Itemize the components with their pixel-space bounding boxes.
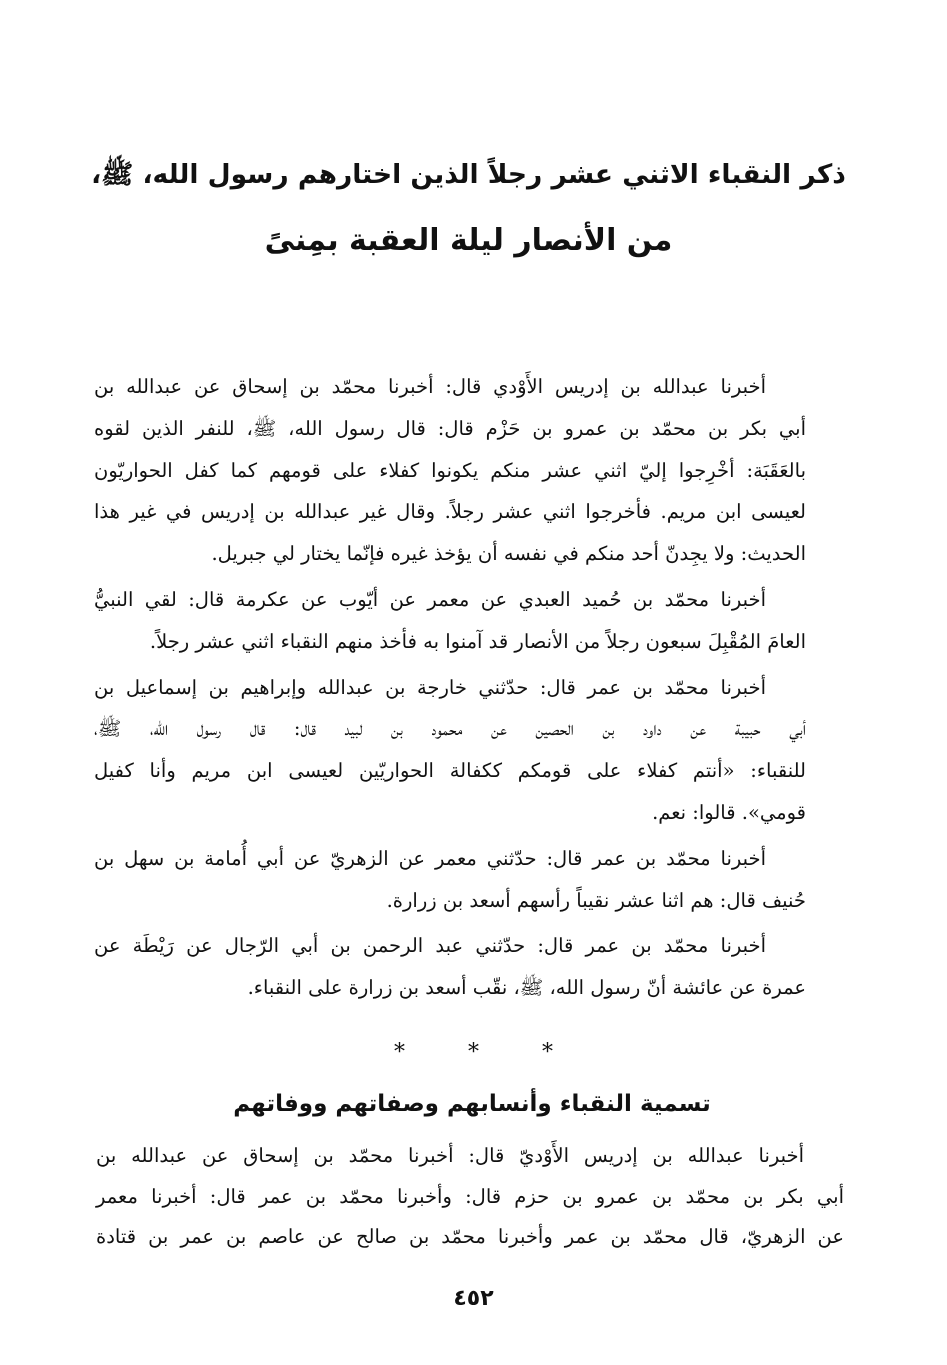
- text-line: أبي حبيبة عن داود بن الحصين عن محمود بن لبيد قال: قال رسول الله، ﷺ،: [94, 717, 806, 741]
- section-heading: تسمية النقباء وأنسابهم وصفاتهم ووفاتهم: [233, 1091, 711, 1117]
- text-line: عمرة عن عائشة أنّ رسول الله، ﷺ، نقّب أسعد بن زرارة على النقباء.: [247, 976, 806, 1000]
- text-line: بالعَقَبَة: أخْرِجوا إليّ اثني عشر منكم يكونوا كفلاء على قومهم كما كفل الحواريّون: [94, 458, 806, 482]
- text-line: أخبرنا محمّد بن حُميد العبدي عن معمر عن أيّوب عن عكرمة قال: لقي النبيُّ: [94, 587, 766, 611]
- paragraph-4: [94, 838, 844, 922]
- text-line: الحديث: ولا يجِدنّ أحد منكم في نفسه أن يؤخذ غيره فإنّما يختار لي جبريل.: [211, 542, 806, 566]
- text-line: حُنيف قال: هم اثنا عشر نقيباً رأسهم أسعد بن زرارة.: [386, 888, 806, 912]
- text-line: لعيسى ابن مريم. فأخرجوا اثني عشر رجلاً. وقال غير عبدالله بن إدريس في غير هذا: [94, 500, 806, 524]
- text-line: أبي بكر بن محمّد بن عمرو بن حَزْم قال: قال رسول الله، ﷺ، للنفر الذين لقوه: [94, 416, 806, 440]
- section-separator: [0, 1040, 947, 1065]
- separator-star: *: [468, 1040, 479, 1065]
- text-line: أخبرنا عبدالله بن إدريس الأَوْدي قال: أخبرنا محمّد بن إسحاق عن عبدالله بن: [94, 375, 766, 398]
- page-number: ٤٥٢: [453, 1286, 494, 1311]
- paragraph-5: [94, 925, 844, 1009]
- paragraph-2: [94, 579, 844, 663]
- text-line: أخبرنا محمّد بن عمر قال: حدّثني معمر عن الزهريّ عن أبي أُمامة بن سهل بن: [94, 846, 766, 870]
- text-line: العامَ المُقْبِلَ سبعون رجلاً من الأنصار قد آمنوا به فأخذ منهم النقباء اثني عشر رجلاً.: [149, 629, 806, 653]
- main-text: [94, 366, 844, 1013]
- paragraph-3: [94, 667, 844, 834]
- text-line: أخبرنا محمّد بن عمر قال: حدّثني عبد الرحمن بن أبي الرّجال عن رَيْطَة عن: [94, 934, 766, 958]
- text-line: للنقباء: «أنتم كفلاء على قومكم ككفالة الحواريّين لعيسى ابن مريم وأنا كفيل: [94, 759, 806, 783]
- separator-star: *: [542, 1040, 553, 1065]
- chapter-title: [90, 142, 847, 274]
- text-line: قومي». قالوا: نعم.: [652, 800, 806, 824]
- paragraph-1: [94, 366, 844, 575]
- chapter-title-line-1: ذكر النقباء الاثني عشر رجلاً الذين اختارهم رسول الله، ﷺ،: [91, 159, 846, 190]
- separator-star: *: [394, 1040, 405, 1065]
- text-line: أخبرنا عبدالله بن إدريس الأَوْديّ قال: أخبرنا محمّد بن إسحاق عن عبدالله بن: [96, 1144, 804, 1167]
- text-line: عن الزهريّ، قال محمّد بن عمر وأخبرنا محمّد بن صالح عن عاصم بن عمر بن قتادة: [96, 1225, 844, 1248]
- text-line: أخبرنا محمّد بن عمر قال: حدّثني خارجة بن عبدالله وإبراهيم بن إسماعيل بن: [94, 675, 766, 699]
- section-text: [96, 1136, 844, 1258]
- chapter-title-line-2: من الأنصار ليلة العقبة بمِنىً: [264, 223, 673, 258]
- text-line: أبي بكر بن محمّد بن عمرو بن حزم قال: وأخبرنا محمّد بن عمر قال: أخبرنا معمر: [96, 1184, 844, 1208]
